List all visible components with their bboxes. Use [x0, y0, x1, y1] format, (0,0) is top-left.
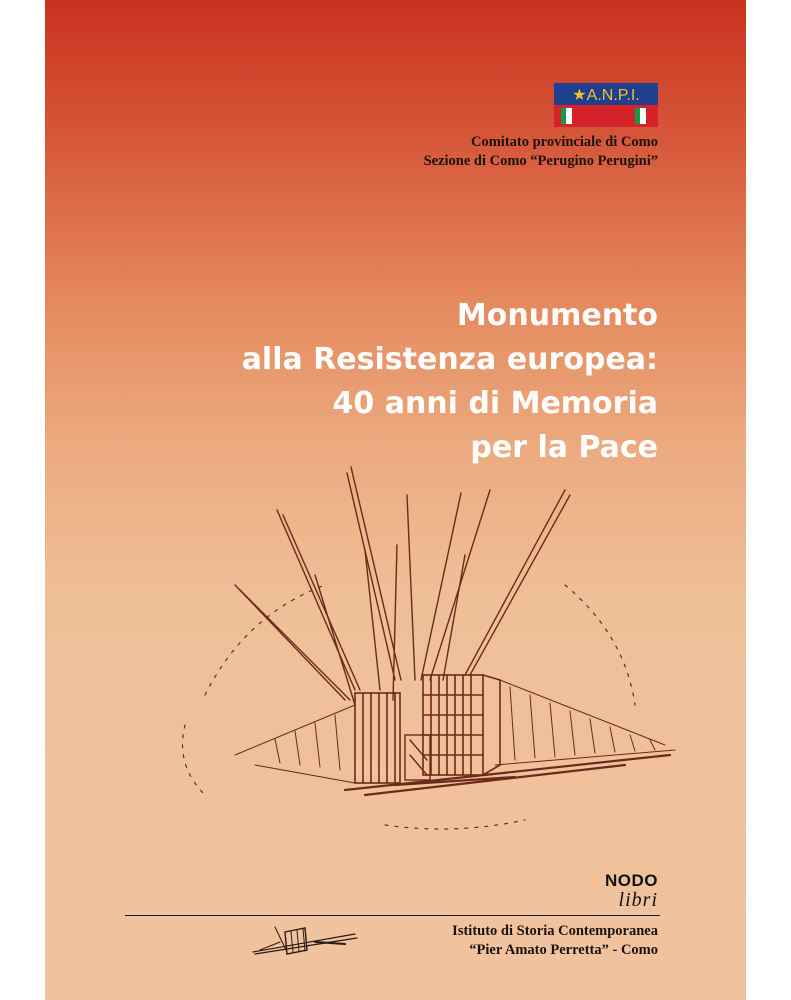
committee-line: Sezione di Como “Perugino Perugini” — [423, 153, 658, 169]
committee-block — [424, 133, 658, 171]
institute-logo — [245, 922, 365, 962]
anpi-logo-text: ★A.N.P.I. — [572, 87, 640, 104]
anpi-logo — [554, 83, 658, 127]
monument-sketch — [165, 465, 685, 835]
institute-line: “Pier Amato Perretta” - Como — [469, 942, 658, 958]
publisher-name-top: NODO — [605, 871, 658, 890]
publisher-name-bottom: libri — [618, 889, 658, 911]
book-title — [242, 294, 658, 470]
publisher-logo — [605, 872, 658, 910]
title-line: per la Pace — [470, 430, 658, 465]
institute-line: Istituto di Storia Contemporanea — [452, 923, 658, 939]
title-line: Monumento — [456, 298, 658, 333]
title-line: 40 anni di Memoria — [332, 386, 658, 421]
committee-line: Comitato provinciale di Como — [470, 134, 658, 150]
title-line: alla Resistenza europea: — [241, 342, 658, 377]
footer-divider — [125, 915, 660, 916]
book-cover — [45, 0, 746, 1000]
institute-block — [452, 922, 658, 960]
